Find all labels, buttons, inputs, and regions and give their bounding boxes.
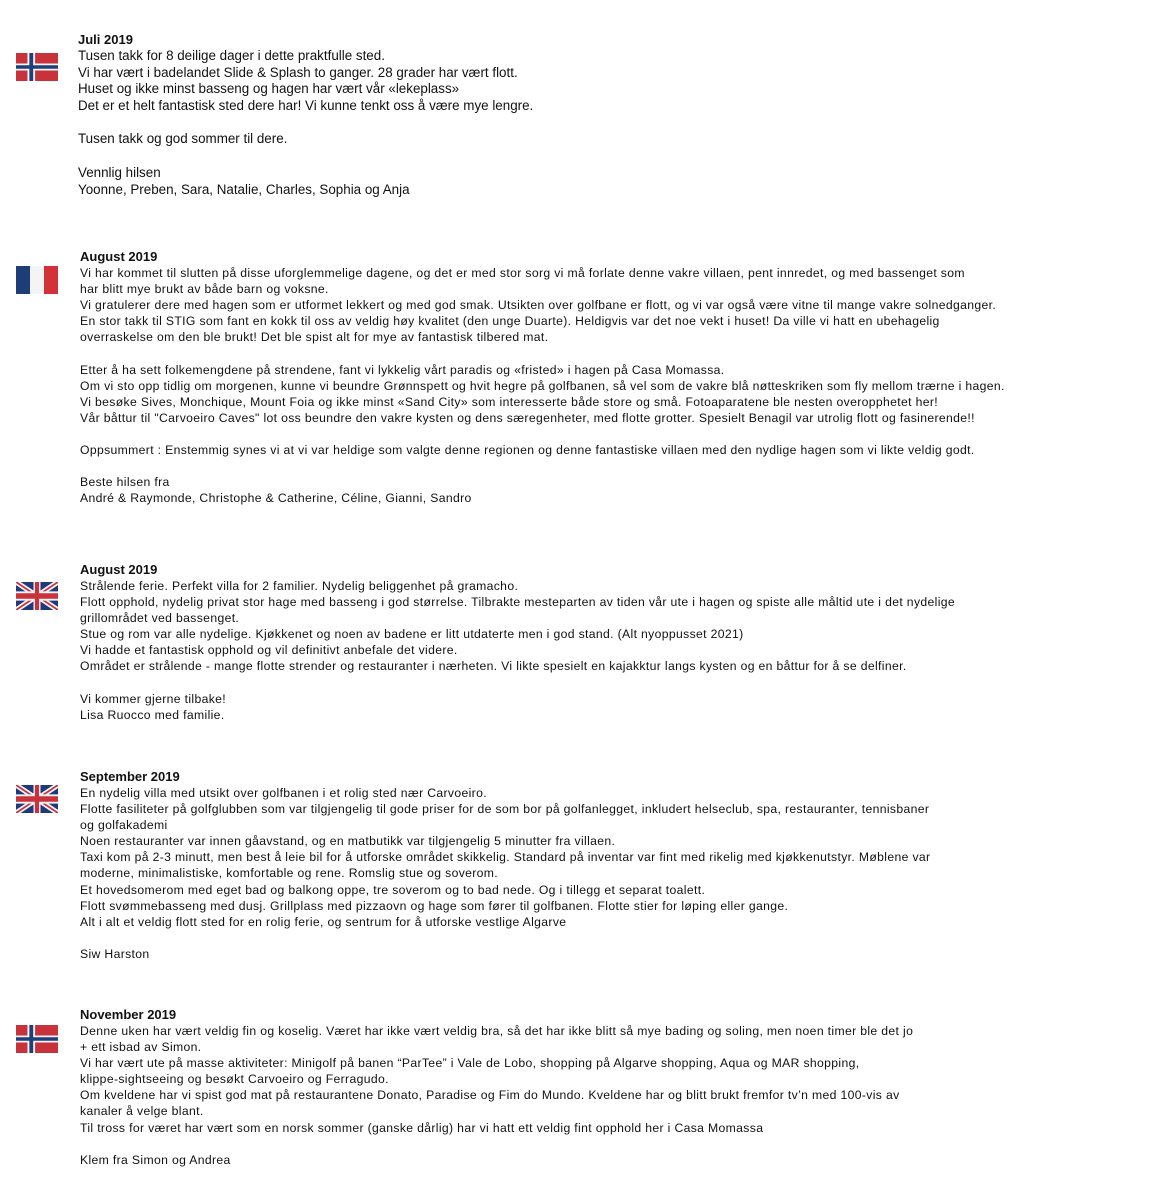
entry-text-line <box>78 148 533 165</box>
entry-date: August 2019 <box>80 249 158 264</box>
entry-signature: Lisa Ruocco med familie. <box>80 707 225 722</box>
entry-text-line: Vi har vært i badelandet Slide & Splash to ganger. 28 grader har vært flott. <box>78 64 518 80</box>
entry-signature: André & Raymonde, Christophe & Catherine, Céline, Gianni, Sandro <box>80 491 472 506</box>
entry-text-line: Flotte fasiliteter på golfglubben som var tilgjengelig til gode priser for de som bor på golfanlegget, inkludert helseclub, spa, restauranter, tennisbaner <box>80 802 930 817</box>
entry-text-line: Om kveldene har vi spist god mat på restaurantene Donato, Paradise og Fim do Mundo. Kveldene har og blitt brukt fremfor tv’n med 100-vis av <box>80 1088 900 1103</box>
entry-text-line: Vi gratulerer dere med hagen som er utformet lekkert og med god smak. Utsikten over golfbane er flott, og vi var også være vitne til mange vakre solnedganger. <box>80 298 997 313</box>
entry-text-line: Et hovedsomerom med eget bad og balkong oppe, tre soverom og to bad nede. Og i tillegg et separat toalett. <box>80 882 706 897</box>
entry-text-line: har blitt mye brukt av både barn og voksne. <box>80 282 329 297</box>
entry-text-line: Etter å ha sett folkemengdene på strendene, fant vi lykkelig vårt paradis og «fristed» i hagen på Casa Momassa. <box>80 362 725 377</box>
entry-text-line: + ett isbad av Simon. <box>80 1040 202 1055</box>
entry-date: Juli 2019 <box>78 32 133 47</box>
uk-flag-icon <box>16 785 58 813</box>
entry-text-line: Til tross for været har vært som en norsk sommer (ganske dårlig) har vi hatt ett veldig fint opphold her i Casa Momassa <box>80 1120 764 1135</box>
entry-date: September 2019 <box>80 769 180 784</box>
entry-date: August 2019 <box>80 562 158 577</box>
entry-text-line: Beste hilsen fra <box>80 475 170 490</box>
entry-text-line: Vi hadde et fantastisk opphold og vil definitivt anbefale det videre. <box>80 643 458 658</box>
entry-text-line: Taxi kom på 2-3 minutt, men best å leie bil for å utforske området skikkelig. Standard på inventar var fint med rikelig med kjøkkenutstyr. Møblene var <box>80 850 931 865</box>
entry-text-line <box>80 930 930 946</box>
entry-text-line: Tusen takk for 8 deilige dager i dette praktfulle sted. <box>78 48 385 63</box>
entry-text-line: og golfakademi <box>80 818 168 833</box>
entry-signature: Klem fra Simon og Andrea <box>80 1152 231 1167</box>
entry-text-line: Vår båttur til "Carvoeiro Caves" lot oss beundre den vakre kysten og dens særegenheter, med flotte grotter. Spesielt Benagil var utrolig flott og fasinerende!! <box>80 410 975 425</box>
entry-body <box>78 32 533 198</box>
entry-text-line: overraskelse om den ble brukt! Det ble spist alt for mye av fantastisk tilbered mat. <box>80 330 549 345</box>
entry-body <box>80 249 1005 506</box>
entry-text-line: Oppsummert : Enstemmig synes vi at vi var heldige som valgte denne regionen og denne fantastiske villaen med den nydlige hagen som vi likte veldig godt. <box>80 443 975 458</box>
entry-signature: Siw Harston <box>80 946 150 961</box>
entry-text-line: Vi besøke Sives, Monchique, Mount Foia og ikke minst «Sand City» som interesserte både store og små. Fotoaparatene ble nesten overopphetet her! <box>80 394 939 409</box>
entry-text-line: Flott opphold, nydelig privat stor hage med basseng i god størrelse. Tilbrakte mesteparten av tiden vår ute i hagen og spiste alle måltid ute i det nydelige <box>80 595 956 610</box>
entry-text-line <box>80 345 1005 361</box>
entry-text-line: En stor takk til STIG som fant en kokk til oss av veldig høy kvalitet (den unge Duarte). Heldigvis var det noe vekt i huset! Da ville vi hatt en ubehagelig <box>80 314 940 329</box>
entry-text-line: Om vi sto opp tidlig om morgenen, kunne vi beundre Grønnspett og hvit hegre på golfbanen, så vel som de vakre blå nøtteskriken som fly mellom trærne i hagen. <box>80 378 1005 393</box>
entry-text-line: Stue og rom var alle nydelige. Kjøkkenet og noen av badene er litt utdaterte men i god stand. (Alt nyoppusset 2021) <box>80 627 744 642</box>
entry-text-line: kanaler å velge blant. <box>80 1104 204 1119</box>
entry-text-line: Alt i alt et veldig flott sted for en rolig ferie, og sentrum for å utforske vestlige Algarve <box>80 914 567 929</box>
entry-text-line: Tusen takk og god sommer til dere. <box>78 131 288 147</box>
entry-signature: Yoonne, Preben, Sara, Natalie, Charles, Sophia og Anja <box>78 181 410 197</box>
entry-text-line <box>80 675 955 691</box>
entry-text-line: En nydelig villa med utsikt over golfbanen i et rolig sted nær Carvoeiro. <box>80 786 487 800</box>
entry-text-line: Strålende ferie. Perfekt villa for 2 familier. Nydelig beliggenhet på gramacho. <box>80 579 519 593</box>
entry-text-line <box>80 426 1005 442</box>
entry-body <box>80 562 955 723</box>
uk-flag-icon <box>16 582 58 610</box>
entry-date: November 2019 <box>80 1007 177 1022</box>
france-flag-icon <box>16 266 58 294</box>
entry-text-line: Denne uken har vært veldig fin og koselig. Været har ikke vært veldig bra, så det har ikke blitt så mye bading og soling, men noen timer ble det jo <box>80 1024 914 1038</box>
norway-flag-icon <box>16 1025 58 1053</box>
norway-flag-icon <box>16 53 58 81</box>
entry-body <box>80 769 930 962</box>
entry-text-line: Vi har kommet til slutten på disse uforglemmelige dagene, og det er med stor sorg vi må forlate denne vakre villaen, pent innredet, og med bassenget som <box>80 266 965 280</box>
entry-text-line: moderne, minimalistiske, komfortable og rene. Romslig stue og soverom. <box>80 866 499 881</box>
entry-text-line <box>80 1136 913 1152</box>
entry-text-line: Huset og ikke minst basseng og hagen har vært vår «lekeplass» <box>78 81 460 97</box>
entry-text-line: Området er strålende - mange flotte strender og restauranter i nærheten. Vi likte spesielt en kajakktur langs kysten og en båttur for å se delfiner. <box>80 659 907 674</box>
entry-text-line: Det er et helt fantastisk sted dere har! Vi kunne tenkt oss å være mye lengre. <box>78 98 534 114</box>
entry-text-line: Flott svømmebasseng med dusj. Grillplass med pizzaovn og hage som fører til golfbanen. Flotte stier for løping eller gange. <box>80 898 789 913</box>
entry-text-line: Vi kommer gjerne tilbake! <box>80 691 227 706</box>
entry-text-line: Vi har vært ute på masse aktiviteter: Minigolf på banen “ParTee” i Vale de Lobo, shopping på Algarve shopping, Aqua og MAR shopping, <box>80 1056 860 1071</box>
entry-body <box>80 1007 913 1168</box>
entry-text-line: Vennlig hilsen <box>78 164 161 180</box>
entry-text-line: grillområdet ved bassenget. <box>80 611 240 626</box>
entry-text-line: klippe-sightseeing og besøkt Carvoeiro og Ferragudo. <box>80 1072 389 1087</box>
entry-text-line: Noen restauranter var innen gåavstand, og en matbutikk var tilgjengelig 5 minutter fra villaen. <box>80 834 616 849</box>
entry-text-line <box>80 458 1005 474</box>
entry-text-line <box>78 115 533 132</box>
